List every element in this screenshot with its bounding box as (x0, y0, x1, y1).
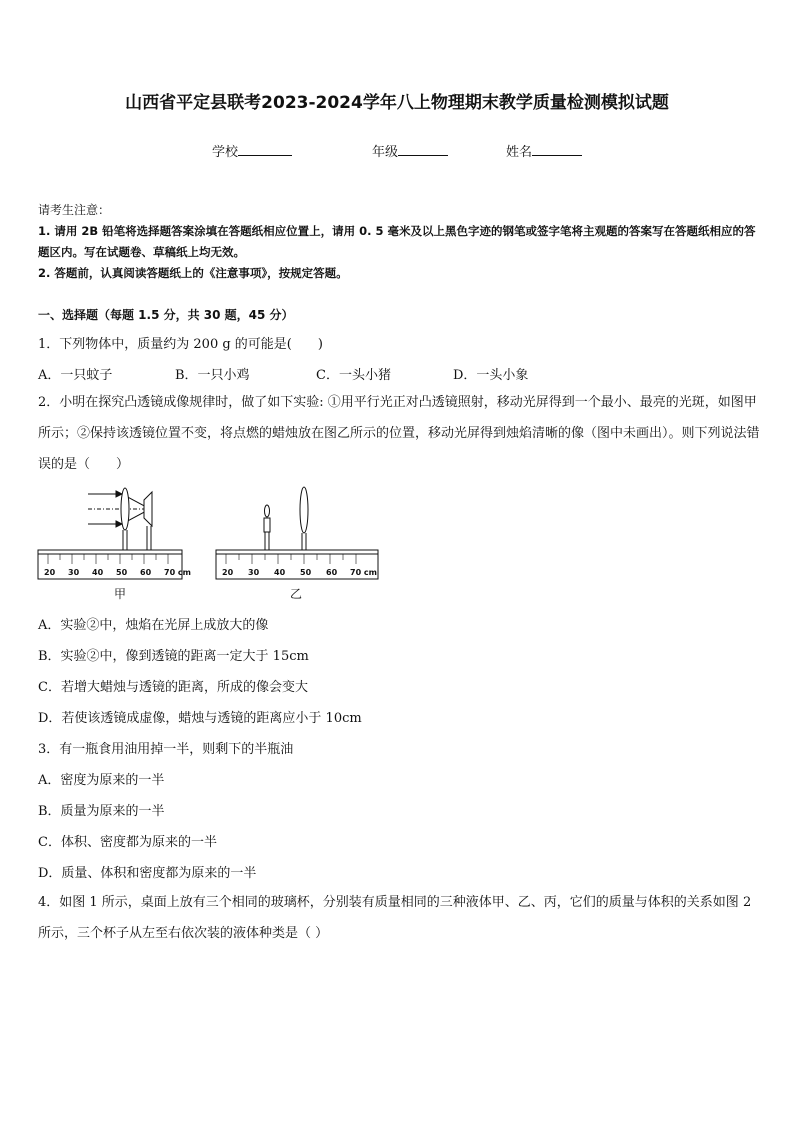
q3-option-c: C．体积、密度都为原来的一半 (38, 835, 217, 850)
ruler-a-tick-label: 40 (92, 568, 104, 577)
stand-a (123, 526, 151, 550)
ruler-a-tick-label: 30 (68, 568, 80, 577)
q3-option-d: D．质量、体积和密度都为原来的一半 (38, 866, 257, 881)
candle-b (264, 505, 270, 532)
q2-option-b: B．实验②中，像到透镜的距离一定大于 15cm (38, 649, 309, 664)
school-blank (238, 143, 292, 156)
section-heading: 一、选择题（每题 1.5 分，共 30 题，45 分） (38, 308, 294, 322)
q2-option-c: C．若增大蜡烛与透镜的距离，所成的像会变大 (38, 680, 308, 695)
notice-item-1: 1. 请用 2B 铅笔将选择题答案涂填在答题纸相应位置上，请用 0. 5 毫米及以上黑色字迹的钢笔或签字笔将主观题的答案写在答题纸相应的答题区内。写在试题卷、草稿纸上均无效。 (38, 224, 756, 259)
q1-option-d: D．一头小象 (453, 368, 529, 383)
ruler-b-tick-label: 30 (248, 568, 260, 577)
name-label: 姓名 (506, 145, 533, 160)
notice-item-2: 2. 答题前，认真阅读答题纸上的《注意事项》，按规定答题。 (38, 266, 348, 280)
ruler-b-tick-label: 50 (300, 568, 312, 577)
stand-b (265, 532, 306, 550)
question-3-stem: 3．有一瓶食用油用掉一半，则剩下的半瓶油 (38, 742, 294, 757)
ruler-a-tick-label: 70 cm (164, 568, 191, 577)
grade-label: 年级 (372, 145, 399, 160)
notice-block (38, 200, 763, 284)
school-label: 学校 (212, 145, 239, 160)
optics-figure (36, 486, 386, 604)
ruler-a-tick-label: 60 (140, 568, 152, 577)
ruler-b-tick-label: 70 cm (350, 568, 377, 577)
q1-option-b: B．一只小鸡 (175, 368, 250, 383)
school-field (212, 141, 292, 160)
name-field (506, 141, 582, 160)
ruler-b-tick-label: 60 (326, 568, 338, 577)
lens-b (300, 487, 308, 533)
ruler-b-tick-label: 40 (274, 568, 286, 577)
q3-option-b: B．质量为原来的一半 (38, 804, 165, 819)
q2-option-d: D．若使该透镜成虚像，蜡烛与透镜的距离应小于 10cm (38, 711, 362, 726)
grade-blank (398, 143, 448, 156)
q2-option-a: A．实验②中，烛焰在光屏上成放大的像 (38, 618, 269, 633)
question-1-stem: 1．下列物体中，质量约为 200 g 的可能是( ) (38, 337, 323, 352)
grade-field (372, 141, 448, 160)
figure-a-arrows (88, 491, 148, 527)
figure-a-label: 甲 (114, 587, 127, 601)
exam-title: 山西省平定县联考2023-2024学年八上物理期末教学质量检测模拟试题 (125, 93, 669, 113)
figure-b-label: 乙 (290, 587, 303, 601)
screen-a (144, 492, 152, 526)
question-2-stem: 2．小明在探究凸透镜成像规律时，做了如下实验: ①用平行光正对凸透镜照射，移动光屏得到一个最小、最亮的光斑，如图甲所示；②保持该透镜位置不变，将点燃的蜡烛放在图乙所示的位置，移动光屏得到烛焰清晰的像（图中未画出）。则下列说法错误的是（ ） (38, 395, 760, 472)
lens-a (121, 488, 129, 530)
ruler-a-tick-label: 20 (44, 568, 56, 577)
ruler-a-tick-label: 50 (116, 568, 128, 577)
q1-option-c: C．一头小猪 (316, 368, 391, 383)
q3-option-a: A．密度为原来的一半 (38, 773, 165, 788)
q1-option-a: A．一只蚊子 (38, 368, 113, 383)
question-4-stem: 4．如图 1 所示，桌面上放有三个相同的玻璃杯，分别装有质量相同的三种液体甲、乙、丙，它们的质量与体积的关系如图 2 所示，三个杯子从左至右依次装的液体种类是（ ） (38, 895, 752, 941)
notice-heading: 请考生注意： (38, 203, 111, 217)
name-blank (532, 143, 582, 156)
ruler-b-tick-label: 20 (222, 568, 234, 577)
